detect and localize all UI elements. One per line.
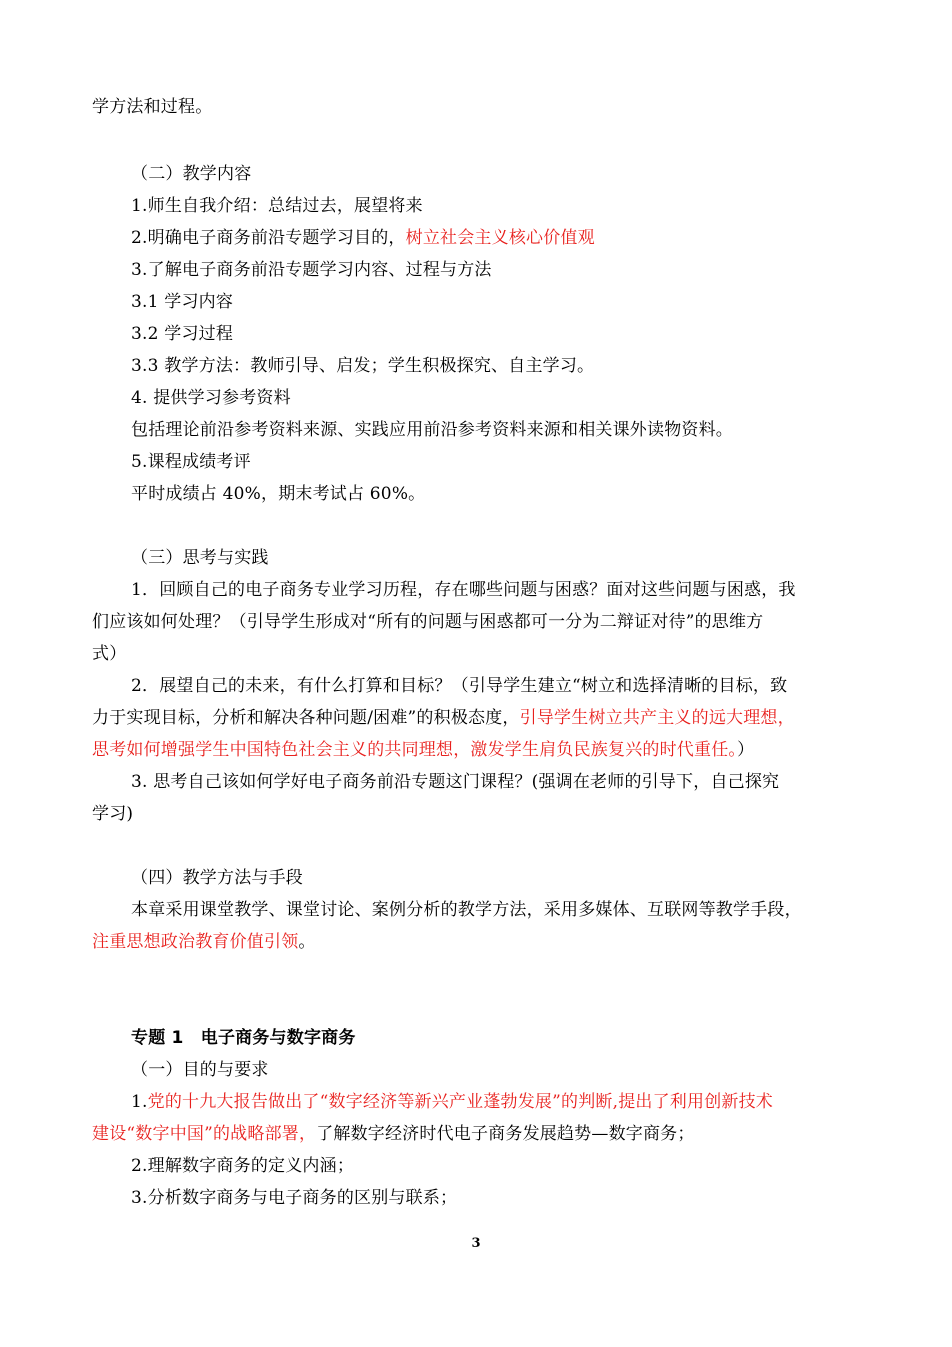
text-segment: 2．展望自己的未来，有什么打算和目标？（引导学生建立“树立和选择清晰的目标，致 bbox=[131, 676, 788, 696]
text-segment: 1．回顾自己的电子商务专业学习历程，存在哪些问题与困惑？面对这些问题与困惑，我 bbox=[131, 580, 796, 600]
text-segment: 力于实现目标，分析和解决各种问题/困难”的积极态度， bbox=[92, 708, 520, 728]
highlight-text: 建设“数字中国”的战略部署， bbox=[92, 1124, 317, 1144]
text-segment: 学方法和过程。 bbox=[92, 97, 213, 117]
text-line bbox=[131, 899, 862, 921]
text-line bbox=[131, 227, 862, 249]
section-heading bbox=[131, 1059, 862, 1081]
text-line bbox=[92, 96, 862, 118]
text-segment: 3.了解电子商务前沿专题学习内容、过程与方法 bbox=[131, 260, 492, 280]
highlight-text: 党的十九大报告做出了“数字经济等新兴产业蓬勃发展”的判断,提出了利用创新技术 bbox=[147, 1092, 774, 1112]
section-heading bbox=[131, 163, 862, 185]
text-line bbox=[92, 1123, 862, 1145]
text-line bbox=[92, 611, 862, 633]
text-line bbox=[131, 323, 862, 345]
text-line bbox=[131, 1091, 862, 1113]
text-line bbox=[131, 675, 862, 697]
text-segment: 3.3 教学方法：教师引导、启发；学生积极探究、自主学习。 bbox=[131, 356, 595, 376]
text-line bbox=[131, 291, 862, 313]
text-segment: 平时成绩占 40%，期末考试占 60%。 bbox=[131, 484, 426, 504]
text-segment: 们应该如何处理？（引导学生形成对“所有的问题与困惑都可一分为二辩证对待”的思维方 bbox=[92, 612, 764, 632]
text-segment: （三）思考与实践 bbox=[131, 548, 269, 568]
text-segment: 1. bbox=[131, 1092, 148, 1112]
text-line bbox=[131, 451, 862, 473]
text-segment: 专题 1 电子商务与数字商务 bbox=[131, 1028, 356, 1048]
highlight-text: 树立社会主义核心价值观 bbox=[405, 228, 595, 248]
text-line bbox=[131, 483, 862, 505]
text-line bbox=[131, 771, 862, 793]
text-line bbox=[92, 931, 862, 953]
text-segment: 2.理解数字商务的定义内涵； bbox=[131, 1156, 355, 1176]
text-line bbox=[131, 195, 862, 217]
text-segment: （四）教学方法与手段 bbox=[131, 868, 303, 888]
text-segment: 本章采用课堂教学、课堂讨论、案例分析的教学方法，采用多媒体、互联网等教学手段， bbox=[131, 900, 802, 920]
text-line bbox=[131, 259, 862, 281]
topic-heading bbox=[131, 1027, 862, 1049]
text-segment: 5.课程成绩考评 bbox=[131, 452, 251, 472]
text-segment: 包括理论前沿参考资料来源、实践应用前沿参考资料来源和相关课外读物资料。 bbox=[131, 420, 733, 440]
text-segment: 4. 提供学习参考资料 bbox=[131, 388, 291, 408]
text-segment: 式） bbox=[92, 644, 127, 664]
text-segment: 。 bbox=[298, 932, 316, 952]
text-segment: 3.2 学习过程 bbox=[131, 324, 234, 344]
text-line bbox=[92, 643, 862, 665]
highlight-text: 引导学生树立共产主义的远大理想， bbox=[519, 708, 795, 728]
text-segment: 了解数字经济时代电子商务发展趋势—数字商务； bbox=[316, 1124, 695, 1144]
text-line bbox=[131, 355, 862, 377]
text-segment: 学习) bbox=[92, 804, 134, 824]
text-line bbox=[92, 707, 862, 729]
text-segment: ） bbox=[737, 740, 755, 760]
text-line bbox=[92, 803, 862, 825]
text-line bbox=[131, 419, 862, 441]
section-heading bbox=[131, 867, 862, 889]
page-number: 3 bbox=[471, 1236, 481, 1251]
text-segment: （一）目的与要求 bbox=[131, 1060, 269, 1080]
text-segment: 3.1 学习内容 bbox=[131, 292, 234, 312]
text-line bbox=[131, 579, 862, 601]
text-segment: 1.师生自我介绍：总结过去，展望将来 bbox=[131, 196, 423, 216]
text-line bbox=[131, 1187, 862, 1209]
text-segment: 3. 思考自己该如何学好电子商务前沿专题这门课程？(强调在老师的引导下，自己探究 bbox=[131, 772, 780, 792]
text-line bbox=[131, 387, 862, 409]
text-segment: 2.明确电子商务前沿专题学习目的， bbox=[131, 228, 406, 248]
text-line bbox=[92, 739, 862, 761]
text-segment: 3.分析数字商务与电子商务的区别与联系； bbox=[131, 1188, 458, 1208]
text-line bbox=[131, 1155, 862, 1177]
text-segment: （二）教学内容 bbox=[131, 164, 252, 184]
highlight-text: 注重思想政治教育价值引领 bbox=[92, 932, 299, 952]
section-heading bbox=[131, 547, 862, 569]
highlight-text: 思考如何增强学生中国特色社会主义的共同理想，激发学生肩负民族复兴的时代重任。 bbox=[92, 740, 738, 760]
